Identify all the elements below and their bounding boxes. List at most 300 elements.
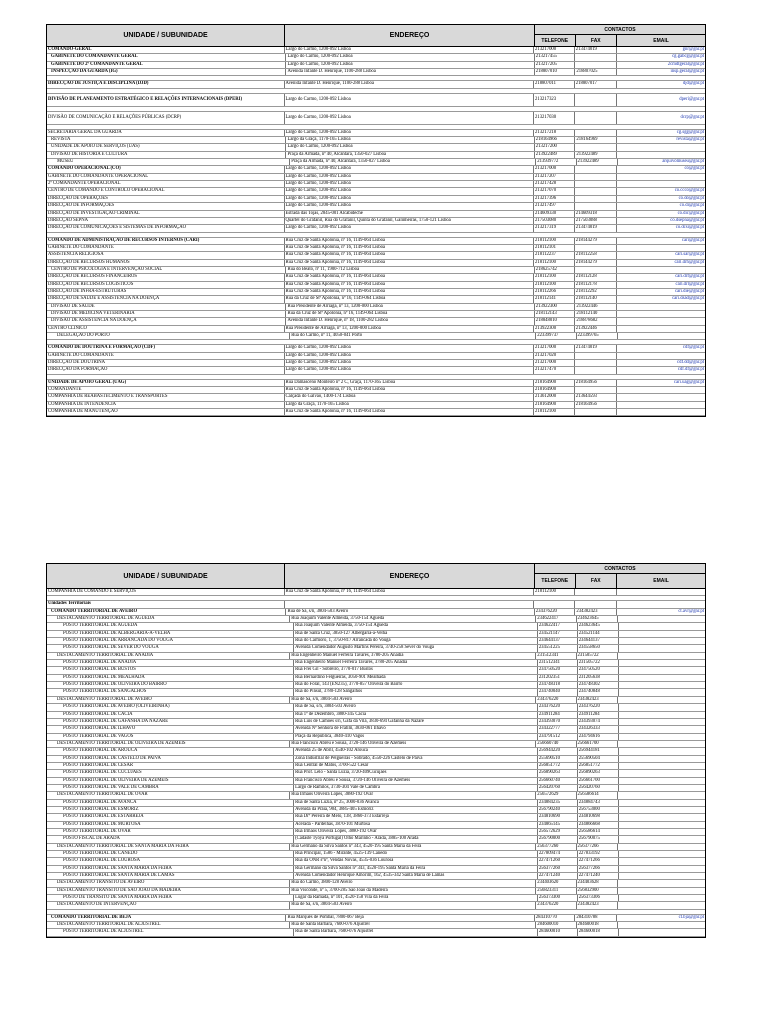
unit-cell: DESTACAMENTO TERRITORIAL DE OVAR <box>47 792 290 798</box>
address-cell: Rua de Santa Bárbara, 7600-076 Aljustrel <box>290 922 536 928</box>
unit-cell: DELEGAÇÃO DO PORTO <box>47 333 290 339</box>
fax-cell: 223399765 <box>577 333 618 339</box>
address-cell: Largo do Carmo, 1200-092 Lisboa <box>285 196 534 202</box>
email-cell <box>618 616 705 622</box>
fax-cell <box>575 112 617 124</box>
contacts-column-group <box>535 25 705 46</box>
email-cell <box>619 756 705 762</box>
fax-cell <box>575 54 617 60</box>
address-cell: Avenida Comendador Henrique Amorim, 162, 4535-342 Santa Maria de Lamas <box>294 873 538 879</box>
email-cell[interactable]: cdf.df@gnr.pt <box>677 367 705 373</box>
table-row <box>47 814 705 821</box>
email-cell <box>619 851 705 857</box>
fax-cell: 213474019 <box>575 345 617 351</box>
email-cell[interactable]: cari.drl@gnr.pt <box>675 281 705 287</box>
fax-cell: 234644137 <box>578 638 619 644</box>
table-row <box>47 267 705 274</box>
unit-cell: DIRECÇÃO DE INFORMAÇÕES <box>47 203 285 209</box>
unit-cell: DIRECÇÃO DE COMUNICAÇÕES E SISTEMAS DE INFORMAÇÃO <box>47 225 285 231</box>
address-cell: Rua Principal, 1586 - Mirante, 4525-139 Canedo <box>294 851 538 857</box>
address-cell: Rua Cruz de Santa Apolónia, nº 16, 1149-064 Lisboa <box>285 245 534 251</box>
phone-cell: 218625742 <box>535 267 576 273</box>
unit-cell: POSTO TERRITORIAL DE ESMORIZ <box>47 807 294 813</box>
address-cell: Rua Drº Pereira de Melo, 138, 3860-373 Estarreja <box>294 814 538 820</box>
address-cell: Rua Cruz de Santa Apolónia, nº 16, 1149-064 Lisboa <box>285 409 534 415</box>
unit-cell: POSTO TERRITORIAL DE CASTELO DE PAIVA <box>47 756 294 762</box>
address-cell: Rua Bernardino Felgueiras, 3050-901 Mealhada <box>294 675 538 681</box>
email-cell[interactable]: co.dsepna@gnr.pt <box>670 217 705 223</box>
unit-cell: DIRECÇÃO DE RECURSOS LOGÍSTICOS <box>47 282 285 288</box>
email-cell[interactable]: cari.dsad@gnr.pt <box>672 296 705 302</box>
phone-cell: 218164900 <box>534 402 575 408</box>
fax-cell: 218878682 <box>575 318 617 324</box>
phone-cell: 213217396 <box>534 196 575 202</box>
phone-cell: 213217207 <box>534 174 575 180</box>
address-cell: Largo do Carmo, 1200-092 Lisboa <box>285 367 534 373</box>
phone-cell: 218112266 <box>534 289 575 295</box>
fax-cell <box>575 181 617 187</box>
phone-cell: 227809474 <box>538 851 578 857</box>
fax-cell: 234382423 <box>575 609 617 615</box>
phone-cell: 234740040 <box>538 689 578 695</box>
email-cell <box>619 807 705 813</box>
phone-cell: 218807010 <box>535 69 576 75</box>
phone-cell: 213217455 <box>535 54 576 60</box>
fax-cell <box>575 353 617 359</box>
table-row <box>47 304 705 311</box>
email-cell[interactable]: ct.avr@gnr.pt <box>678 608 705 614</box>
fax-cell: 256586614 <box>577 792 618 798</box>
phone-cell: 234750520 <box>538 667 578 673</box>
phone-cell: 213217000 <box>534 166 575 172</box>
address-cell: Rua Joaquim Valente Almeida, 3750-154 Águeda <box>294 623 538 629</box>
email-cell[interactable]: co.dcsi@gnr.pt <box>675 225 705 231</box>
table-row <box>47 778 705 785</box>
email-cell <box>619 682 705 688</box>
email-cell[interactable]: cari@gnr.pt <box>681 237 705 243</box>
phone-cell: 213612000 <box>534 394 575 400</box>
email-cell <box>618 333 705 339</box>
table-row <box>47 763 705 770</box>
unit-cell: 2º COMANDANTE OPERACIONAL <box>47 181 285 187</box>
email-cell[interactable]: cari.uag@gnr.pt <box>673 379 705 385</box>
table-row <box>47 858 705 865</box>
email-cell[interactable]: cari.drh@gnr.pt <box>674 259 705 265</box>
address-cell: Rua Irmãos Oliveira Lopes, 3880-192 Ovar <box>290 792 536 798</box>
email-cell[interactable]: co.di@gnr.pt <box>679 203 705 209</box>
email-cell[interactable]: ct.bja@gnr.pt <box>678 914 705 920</box>
phone-cell: 234884235 <box>538 800 578 806</box>
fax-column-header: FAX <box>576 35 618 46</box>
unit-cell: POSTO TERRITORIAL DE ILHAVO <box>47 726 294 732</box>
fax-cell: 234740848 <box>578 689 619 695</box>
unit-cell: COMPANHIA DE COMANDO E SERVIÇOS <box>47 589 285 595</box>
unit-cell: DIRECÇÃO DA FORMAÇÃO <box>47 367 285 373</box>
fax-cell: 256753000 <box>578 807 619 813</box>
table-row <box>47 601 705 608</box>
address-cell: Rua Marquês de Pombal, 7800-067 Beja <box>286 915 534 921</box>
table-row <box>47 785 705 792</box>
phone-cell: 218112100 <box>534 238 575 244</box>
table-row <box>47 326 705 333</box>
unit-cell: DIRECÇÃO DE RECURSOS HUMANOS <box>47 260 285 266</box>
email-cell <box>619 770 705 776</box>
phone-cell: 231512341 <box>536 653 576 659</box>
fax-cell: 256661700 <box>577 741 618 747</box>
fax-cell: 256832900 <box>577 888 618 894</box>
contacts-column-group <box>535 564 705 588</box>
fax-cell: 213922489 <box>577 159 618 165</box>
email-cell <box>619 829 705 835</box>
table-row <box>47 726 705 733</box>
unit-cell: POSTO DE TRANSITO DE SANTA MARIA DA FEIRA <box>47 895 294 901</box>
phone-cell: 223399737 <box>536 333 576 339</box>
address-cell: Avenida 25 de Abril, 4540-102 Arouca <box>294 748 538 754</box>
email-cell[interactable]: co.do@gnr.pt <box>678 195 705 201</box>
email-cell <box>619 623 705 629</box>
fax-cell: 227833192 <box>578 851 619 857</box>
email-cell <box>618 792 705 798</box>
unit-cell: MUSEU <box>47 159 290 165</box>
phone-cell: 213939772 <box>536 159 576 165</box>
fax-cell <box>575 166 617 172</box>
fax-cell: 218164956 <box>575 402 617 408</box>
fax-cell <box>575 601 617 607</box>
table-row <box>47 675 705 682</box>
unit-cell: POSTO TERRITORIAL DE AVANCA <box>47 800 294 806</box>
table-row <box>47 895 705 902</box>
table-row <box>47 704 705 711</box>
table-row <box>47 589 705 596</box>
address-cell: Rua Frei Gil - Sobreiro, 3770-017 Bustos <box>294 667 538 673</box>
address-cell: Rua de Sá, s/n, 3804-503 Aveiro <box>286 609 534 615</box>
table-row <box>47 645 705 652</box>
address-cell: Estrada das Tojas, 2845-001 Alcabideche <box>285 211 534 217</box>
fax-cell: 218112128 <box>575 274 617 280</box>
table-row <box>47 616 705 623</box>
email-cell[interactable]: cari.die@gnr.pt <box>674 288 705 294</box>
fax-cell: 213922446 <box>575 326 617 332</box>
fax-cell <box>575 367 617 373</box>
table-row <box>47 800 705 807</box>
phone-cell: 213922489 <box>535 152 576 158</box>
unit-cell: DESTACAMENTO TRANSITO DE SÃO JOÃO DA MADEIRA <box>47 888 290 894</box>
email-cell[interactable]: dcrp@gnr.pt <box>680 114 705 120</box>
phone-cell: 218112143 <box>535 311 576 317</box>
phone-cell: 213217319 <box>534 225 575 231</box>
address-cell: Largo do Carmo, 1200-092 Lisboa <box>285 130 534 136</box>
unit-cell: ASSISTÊNCIA RELIGIOSA <box>47 252 285 258</box>
unit-cell: DIRECÇÃO DE INVESTIGAÇÃO CRIMINAL <box>47 211 285 217</box>
unit-cell: DIVISÃO DE SAÚDE <box>47 304 286 310</box>
contacts-header: CONTACTOS <box>535 25 705 35</box>
unit-cell: POSTO TERRITORIAL DE OLIVEIRA DO BAIRRO <box>47 682 294 688</box>
address-cell: Rua Cruz de Santa Apolónia, nº 16, 1149-064 Lisboa <box>285 589 534 595</box>
table-row <box>47 697 705 704</box>
email-cell <box>619 704 705 710</box>
address-cell: Largo do Carmo, 1200-092 Lisboa <box>285 225 534 231</box>
phone-cell: 234791512 <box>538 734 578 740</box>
phone-cell: 256377260 <box>538 866 578 872</box>
email-cell <box>617 152 705 158</box>
table-row <box>47 112 705 125</box>
table-row <box>47 345 705 352</box>
phone-cell: 227471260 <box>538 858 578 864</box>
table-row <box>47 274 705 281</box>
unit-cell: GABINETE DO 2º COMANDANTE GERAL <box>47 62 286 68</box>
phone-cell: 234865145 <box>538 822 578 828</box>
unit-cell: POSTO TERRITORIAL DE ALBERGARIA-A-VELHA <box>47 631 294 637</box>
email-cell[interactable]: revista@gnr.pt <box>676 137 705 143</box>
fax-cell: 234623645 <box>577 616 618 622</box>
phone-cell: 234376220 <box>538 704 578 710</box>
address-cell: Largo do Carmo, 1200-092 Lisboa <box>285 188 534 194</box>
table-row <box>47 225 705 232</box>
address-cell: Rua de Sá, s/n, 3804-503 Aveiro <box>290 697 536 703</box>
table-row <box>47 712 705 719</box>
email-cell <box>619 726 705 732</box>
phone-cell: 256420760 <box>538 785 578 791</box>
phone-cell: 213217497 <box>534 203 575 209</box>
email-cell <box>619 660 705 666</box>
email-cell[interactable]: cdf.dd@gnr.pt <box>677 360 705 366</box>
fax-cell: 284310788 <box>575 915 617 921</box>
email-column-header: EMAIL <box>653 578 669 584</box>
email-cell[interactable]: 2cmdtgeral@gnr.pt <box>667 61 705 67</box>
fax-cell: 231505722 <box>578 660 619 666</box>
email-cell[interactable]: cg.gabcg@gnr.pt <box>672 54 705 60</box>
address-cell: Rua do Carmoro, 1, 3750-817 Arrancada do Vouga <box>294 638 538 644</box>
fax-cell <box>575 387 617 393</box>
table-row <box>47 174 705 181</box>
phone-column-header: TELEFONE <box>535 574 576 588</box>
table-row <box>47 54 705 61</box>
table-header <box>47 25 705 47</box>
table-row <box>47 402 705 409</box>
address-cell: Rua de Santa Cruz, 3850-127 Albergaria-a-Velha <box>294 631 538 637</box>
email-cell <box>618 653 705 659</box>
address-cell: Largo do Carmo, 1200-092 Lisboa <box>285 174 534 180</box>
table-row <box>47 289 705 296</box>
address-cell: Rua Central de Matos, 3700-522 Cesar <box>294 763 538 769</box>
email-cell <box>617 304 705 310</box>
unit-cell: POSTO TERRITORIAL DE SANGALHOS <box>47 689 294 695</box>
email-cell <box>617 144 705 150</box>
address-cell: Rua de Santa Bárbara, 7600-076 Aljustrel <box>294 929 538 935</box>
fax-cell: 231505722 <box>577 653 618 659</box>
table-row <box>47 188 705 195</box>
address-cell: Rua Damasceno Monteiro nº 2 C, Graça, 1170-365 Lisboa <box>285 380 534 386</box>
fax-cell <box>575 245 617 251</box>
fax-cell: 234382423 <box>577 902 618 908</box>
unit-cell: DESTACAMENTO TERRITORIAL DE ANADIA <box>47 653 290 659</box>
phone-cell: 234748318 <box>538 682 578 688</box>
unit-cell: POSTO TERRITORIAL DE ALJUSTREL <box>47 929 294 935</box>
email-cell[interactable]: gnr@gnr.pt <box>682 47 705 52</box>
address-cell: Rua Engenheiro Manuel Ferreira Tavares, 3780-205 Anadia <box>294 660 538 666</box>
address-column-header: ENDEREÇO <box>285 25 535 46</box>
phone-cell: 284310770 <box>535 915 576 921</box>
unit-cell: POSTO TERRITORIAL DE MURTOSA <box>47 822 294 828</box>
unit-cell: POSTO FISCAL DE ARADA <box>47 836 294 842</box>
email-cell[interactable]: cdf@gnr.pt <box>682 345 705 351</box>
table-row <box>47 880 705 887</box>
unit-cell: DIRECÇÃO DE INFRA-ESTRUTURAS <box>47 289 285 295</box>
address-cell: Rua Germano da Silva Santos nº 343, 4520-195 Santa Maria da Feira <box>290 844 536 850</box>
table-row <box>47 367 705 374</box>
unit-cell: POSTO TERRITORIAL DE SANTA MARIA DA FEIRA <box>47 866 294 872</box>
table-row <box>47 653 705 660</box>
table-row <box>47 69 705 76</box>
email-cell[interactable]: djd@gnr.pt <box>682 81 705 87</box>
phone-cell: 213217020 <box>534 353 575 359</box>
fax-cell: 234623645 <box>578 623 619 629</box>
address-cell: Avenida Infante D. Henrique, 1100-288 Lisboa <box>285 81 534 87</box>
phone-cell: 234911284 <box>538 712 578 718</box>
email-cell[interactable]: arquivomuseu@gnr.pt <box>662 159 704 165</box>
table-row <box>47 719 705 726</box>
address-cell: Calçada do Galvão, 1400-174 Lisboa <box>285 394 534 400</box>
address-cell: Zona Industrial de Pelgueiras - Sobrado, 4550-226 Castelo de Paiva <box>294 756 538 762</box>
table-row <box>47 829 705 836</box>
email-cell[interactable]: dperi@gnr.pt <box>679 96 705 102</box>
address-cell: Largo de Ramilos, 3730-304 Vale de Cambra <box>294 785 538 791</box>
email-cell <box>617 245 705 251</box>
email-cell[interactable]: cari.sar@gnr.pt <box>675 252 705 258</box>
email-cell <box>617 267 705 273</box>
table-row <box>47 137 705 144</box>
unit-cell: POSTO TERRITORIAL DE ANADIA <box>47 660 294 666</box>
phone-cell: 256660740 <box>536 741 576 747</box>
fax-cell: 234403628 <box>577 880 618 886</box>
email-cell[interactable]: insp.geral@gnr.pt <box>670 69 705 75</box>
unit-cell: DIRECÇÃO SEPNA <box>47 218 285 224</box>
phone-cell: 256660740 <box>538 778 578 784</box>
unit-cell: DIVISÃO DE COMUNICAÇÃO E RELAÇÕES PÚBLICAS (DCRP) <box>47 112 285 124</box>
phone-cell: 213217200 <box>535 144 576 150</box>
email-cell <box>617 394 705 400</box>
email-cell[interactable]: cg.sgg@gnr.pt <box>676 129 705 135</box>
fax-cell: 256377266 <box>577 844 618 850</box>
fax-cell <box>575 203 617 209</box>
phone-cell: 218112101 <box>534 245 575 251</box>
table-row <box>47 130 705 137</box>
unit-cell: POSTO TERRITORIAL DE OVAR <box>47 829 294 835</box>
table-row <box>47 851 705 858</box>
fax-cell: 214609318 <box>575 211 617 217</box>
unit-cell: COMANDO OPERACIONAL (CO) <box>47 166 285 172</box>
email-cell <box>619 785 705 791</box>
phone-cell: 256373300 <box>538 895 578 901</box>
address-cell: Rua do Carmo, 3800-128 Aveiro <box>290 880 536 886</box>
address-cell: Largo do Carmo, 1200-092 Lisboa <box>285 360 534 366</box>
table-row <box>47 311 705 318</box>
address-cell: Rua Cruz de Santa Apolónia, nº 16, 1149-064 Lisboa <box>285 282 534 288</box>
fax-cell: 256890263 <box>578 770 619 776</box>
unit-cell: SECRETARIA GERAL DA GUARDA <box>47 130 285 136</box>
phone-cell: 255690510 <box>538 756 578 762</box>
address-cell: Rua Cruz de Santa Apolónia, nº 16, 1149-064 Lisboa <box>285 387 534 393</box>
email-cell[interactable]: co.ccco@gnr.pt <box>674 188 705 194</box>
unit-cell: COMANDO DE DOUTRINA E FORMAÇÃO (CDF) <box>47 345 285 351</box>
table-row <box>47 159 705 166</box>
table-row <box>47 929 705 936</box>
email-cell[interactable]: co.dic@gnr.pt <box>677 210 705 216</box>
phone-cell: 234376220 <box>536 902 576 908</box>
table-row <box>47 623 705 630</box>
email-cell <box>619 822 705 828</box>
email-cell <box>619 895 705 901</box>
table-row <box>47 203 705 210</box>
unit-cell: CENTRO DE PSICOLOGIA E INTERVENÇÃO SOCIAL <box>47 267 286 273</box>
phone-cell: 218164900 <box>534 380 575 386</box>
phone-cell: 234393070 <box>538 719 578 725</box>
unit-cell: POSTO TERRITORIAL DE VALE DE CAMBRA <box>47 785 294 791</box>
email-cell <box>617 318 705 324</box>
unit-cell: POSTO TERRITORIAL DE CESAR <box>47 763 294 769</box>
email-cell[interactable]: cari.drf@gnr.pt <box>675 274 705 280</box>
unit-cell: POSTO TERRITORIAL DE VAGOS <box>47 734 294 740</box>
unit-cell: POSTO TERRITORIAL DE CUCUJAES <box>47 770 294 776</box>
fax-cell: 218164969 <box>575 137 617 143</box>
address-cell: Rua da Cruz de Stª Apolónia, nº 16, 1149-064 Lisboa <box>286 311 534 317</box>
email-cell <box>619 675 705 681</box>
address-cell: Avenida da Praia, 904, 3885-405 Esmoriz <box>294 807 538 813</box>
address-cell: Rua Engenheiro Manuel Ferreira Tavares, 3780-205 Anadia <box>290 653 536 659</box>
phone-cell: 256572629 <box>536 792 576 798</box>
phone-cell: 256944220 <box>538 748 578 754</box>
phone-cell: 214609330 <box>534 211 575 217</box>
phone-cell: 218807011 <box>534 81 575 87</box>
table-row <box>47 609 705 616</box>
unit-cell: POSTO TERRITORIAL DE AVEIRO (OLIVEIRINHA) <box>47 704 294 710</box>
table-row <box>47 245 705 252</box>
fax-cell: 213474019 <box>575 47 617 53</box>
phone-cell: 256790000 <box>538 836 578 842</box>
phone-cell: 256823311 <box>536 888 576 894</box>
email-cell[interactable]: co@gnr.pt <box>684 166 705 172</box>
fax-cell: 234794616 <box>578 734 619 740</box>
address-cell: Largo do Carmo, 1200-092 Lisboa <box>285 353 534 359</box>
unit-cell: DESTACAMENTO TERRITORIAL DE OLIVEIRA DE AZEMEIS <box>47 741 290 747</box>
phone-cell: 213217000 <box>534 47 575 53</box>
table-row <box>47 394 705 401</box>
fax-cell <box>575 409 617 415</box>
email-cell <box>617 311 705 317</box>
phone-cell: 213217000 <box>534 345 575 351</box>
address-cell: Acerada - Pardelhas, 3870-101 Murtosa <box>294 822 538 828</box>
phone-cell: 234376220 <box>535 609 576 615</box>
address-cell: (Cadaste Tyoya Portugal) Olho Marinho - Arada, 3885-100 Arada <box>294 836 538 842</box>
table-row <box>47 631 705 638</box>
fax-cell: 284600018 <box>577 922 618 928</box>
table-row <box>47 822 705 829</box>
table-row <box>47 756 705 763</box>
phone-cell: 213217205 <box>535 62 576 68</box>
email-cell <box>619 719 705 725</box>
address-cell: Rua do Pinsul, 3780-128 Sangalhos <box>294 689 538 695</box>
phone-cell: 218112237 <box>534 252 575 258</box>
address-cell: Rua da ONR sºnº, Vendas Novas, 4535-036 Lourosa <box>294 858 538 864</box>
unit-cell: GABINETE DO COMANDANTE <box>47 245 285 251</box>
unit-cell: POSTO TERRITORIAL DE MEALHADA <box>47 675 294 681</box>
email-cell <box>617 326 705 332</box>
fax-cell: 218144279 <box>575 238 617 244</box>
email-cell <box>617 174 705 180</box>
unit-cell: POSTO TERRITORIAL DE GAFANHA DA NAZARÉ <box>47 719 294 725</box>
unit-cell: DESTACAMENTO TERRITORIAL DE ALJUSTREL <box>47 922 290 928</box>
address-cell: Largo do Carmo, 1200-092 Lisboa <box>285 47 534 53</box>
